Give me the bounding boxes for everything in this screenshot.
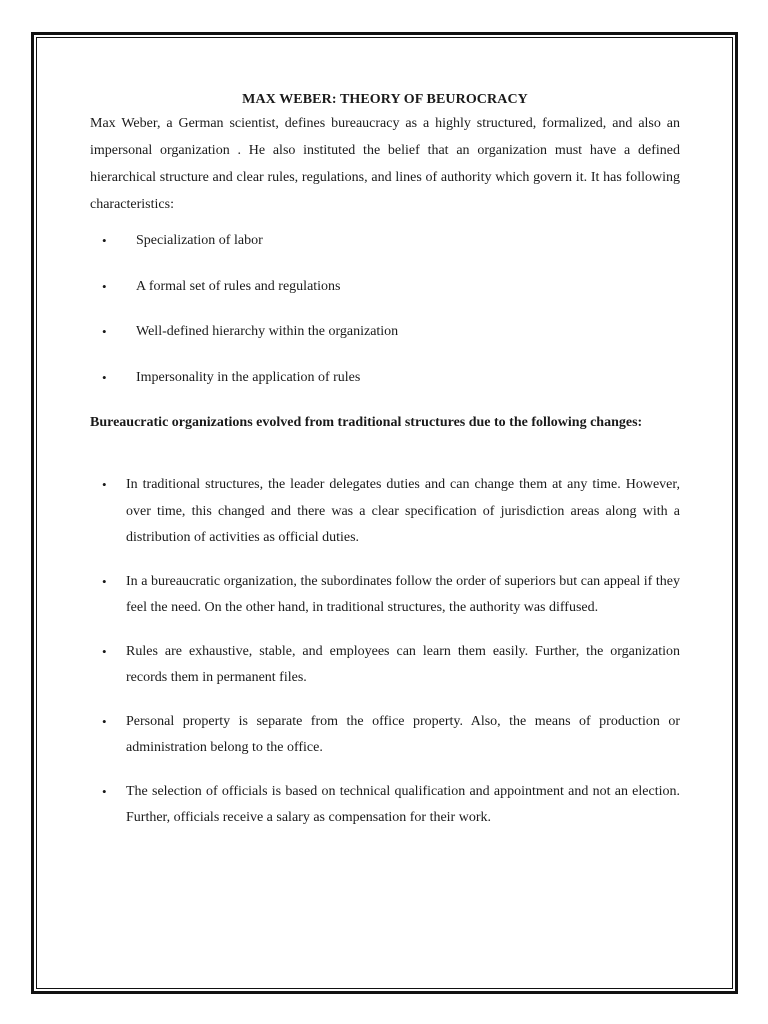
document-title: MAX WEBER: THEORY OF BEUROCRACY bbox=[242, 92, 528, 107]
list-item-text: The selection of officials is based on technical qualification and appointment and not an election. Further, officials receive a salary as compensation for their work. bbox=[126, 783, 680, 825]
bullet-icon: • bbox=[102, 369, 107, 385]
bullet-icon: • bbox=[102, 278, 107, 294]
bullet-icon: • bbox=[102, 324, 107, 339]
list-item-text: Impersonality in the application of rules bbox=[136, 369, 361, 385]
list-item bbox=[90, 639, 680, 692]
list-item-text: Well-defined hierarchy within the organization bbox=[136, 324, 399, 339]
list-item bbox=[90, 472, 680, 552]
list-item bbox=[90, 323, 680, 369]
list-item bbox=[90, 369, 680, 415]
changes-list bbox=[90, 472, 680, 832]
list-item bbox=[90, 569, 680, 622]
list-item bbox=[90, 779, 680, 832]
list-item bbox=[90, 278, 680, 324]
list-item-text: In traditional structures, the leader delegates duties and can change them at any time. However, over time, this changed and there was a clear specification of jurisdiction areas along with a distribution of activities as official duties. bbox=[126, 477, 680, 545]
bullet-icon: • bbox=[102, 233, 107, 248]
bullet-icon: • bbox=[102, 573, 107, 589]
list-item bbox=[90, 232, 680, 278]
section-subheading: Bureaucratic organizations evolved from traditional structures due to the following changes: bbox=[90, 415, 643, 430]
bullet-icon: • bbox=[102, 713, 107, 729]
bullet-icon: • bbox=[102, 477, 107, 492]
bullet-icon: • bbox=[102, 783, 107, 799]
list-item-text: A formal set of rules and regulations bbox=[136, 278, 341, 294]
document-body bbox=[90, 92, 680, 849]
bullet-icon: • bbox=[102, 643, 107, 659]
list-item-text: Specialization of labor bbox=[136, 233, 263, 248]
intro-paragraph: Max Weber, a German scientist, defines bureaucracy as a highly structured, formalized, and also an impersonal organization . He also instituted the belief that an organization must have a defined hierarchical structure and clear rules, regulations, and lines of authority which govern it. It has following characteristics: bbox=[90, 116, 680, 212]
characteristics-list bbox=[90, 232, 680, 414]
list-item bbox=[90, 709, 680, 762]
list-item-text: Personal property is separate from the office property. Also, the means of production or administration belong to the office. bbox=[126, 713, 680, 755]
list-item-text: Rules are exhaustive, stable, and employees can learn them easily. Further, the organization records them in permanent files. bbox=[126, 643, 680, 685]
list-item-text: In a bureaucratic organization, the subordinates follow the order of superiors but can appeal if they feel the need. On the other hand, in traditional structures, the authority was diffused. bbox=[126, 573, 680, 615]
